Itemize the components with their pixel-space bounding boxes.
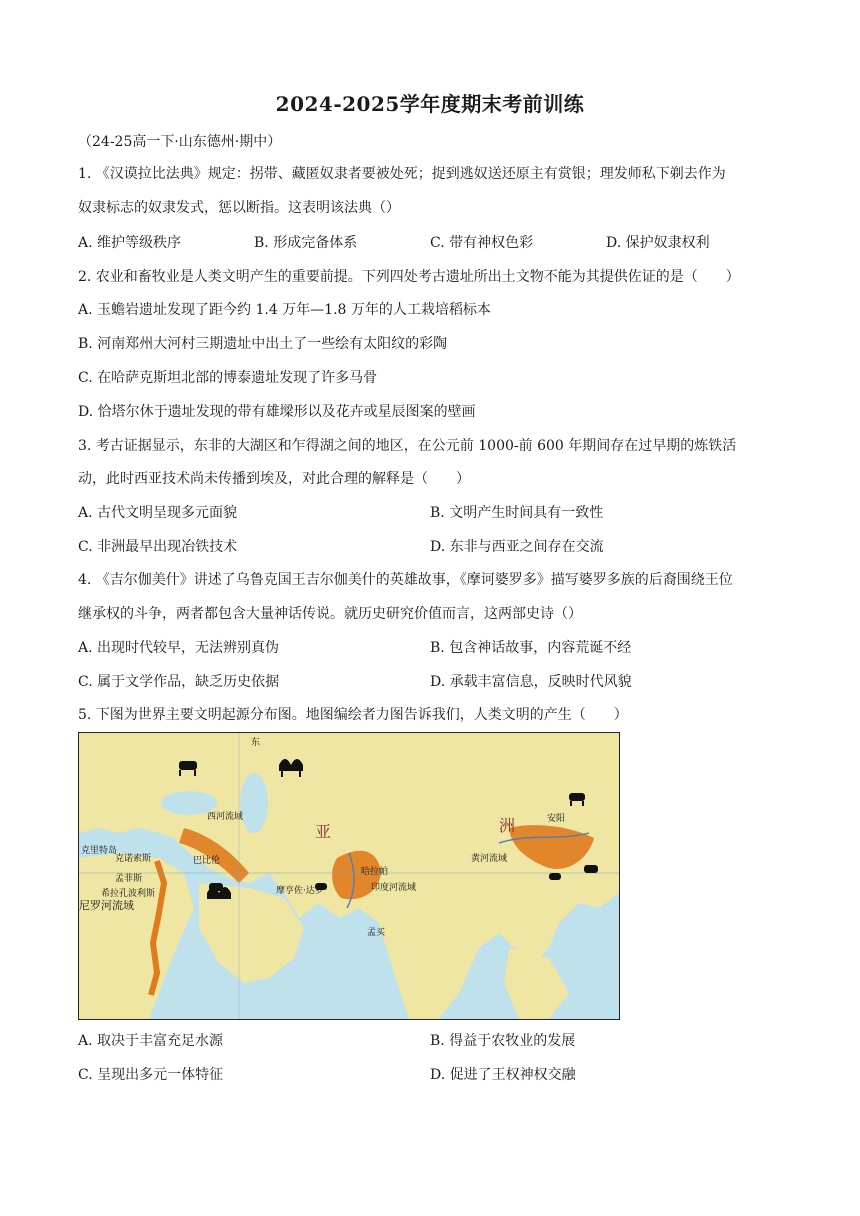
- q3-option-b[interactable]: B. 文明产生时间具有一致性: [430, 505, 604, 521]
- page-title: 2024-2025学年度期末考前训练: [275, 92, 585, 116]
- caspian-sea: [240, 773, 268, 833]
- map-label-huanghe: 黄河流域: [471, 854, 508, 864]
- map-label-memphis: 孟菲斯: [115, 874, 143, 884]
- q1-option-c[interactable]: C. 带有神权色彩: [430, 235, 534, 251]
- map-label-hierakonpolis: 希拉孔波利斯: [101, 889, 156, 899]
- map-label-ya: 亚: [315, 822, 332, 841]
- map-label-harappa: 哈拉帕: [361, 867, 389, 877]
- q4-option-b[interactable]: B. 包含神话故事，内容荒诞不经: [430, 640, 632, 656]
- map-label-crete: 克里特岛: [81, 846, 118, 856]
- q5-option-a[interactable]: A. 取决于丰富充足水源: [78, 1033, 224, 1049]
- q4-stem-line-2: 继承权的斗争，两者都包含大量神话传说。就历史研究价值而言，这两部史诗（）: [78, 606, 582, 622]
- q4-option-d[interactable]: D. 承载丰富信息，反映时代风貌: [430, 674, 632, 690]
- map-label-west-river: 西河流域: [207, 812, 244, 822]
- q1-option-a[interactable]: A. 维护等级秩序: [78, 235, 182, 251]
- q1-stem-line-2: 奴隶标志的奴隶发式，惩以断指。这表明该法典（）: [78, 200, 400, 216]
- q5-option-d[interactable]: D. 促进了王权神权交融: [430, 1067, 576, 1083]
- q2-option-c[interactable]: C. 在哈萨克斯坦北部的博泰遗址发现了许多马骨: [78, 370, 378, 386]
- q2-option-a[interactable]: A. 玉蟾岩遗址发现了距今约 1.4 万年—1.8 万年的人工栽培稻标本: [78, 302, 491, 318]
- map-label-babylon: 巴比伦: [193, 856, 221, 866]
- q2-option-b[interactable]: B. 河南郑州大河村三期遗址中出土了一些绘有太阳纹的彩陶: [78, 336, 448, 352]
- map-label-zhou: 洲: [499, 816, 516, 835]
- map-label-mohenjo: 摩亨佐·达罗: [276, 886, 324, 896]
- q4-stem-line-1: 4. 《吉尔伽美什》讲述了乌鲁克国王吉尔伽美什的英雄故事，《摩诃婆罗多》描写婆罗多族的后裔围绕王位: [78, 572, 733, 588]
- q4-option-c[interactable]: C. 属于文学作品，缺乏历史依据: [78, 674, 280, 690]
- q5-stem-line-1: 5. 下图为世界主要文明起源分布图。地图编绘者力图告诉我们，人类文明的产生（ ）: [78, 707, 628, 723]
- q2-option-d[interactable]: D. 恰塔尔休于遗址发现的带有雄墚形以及花卉或星辰图案的壁画: [78, 404, 476, 420]
- map-label-anyang: 安阳: [547, 814, 566, 824]
- map-label-nile: 尼罗河流域: [79, 899, 134, 912]
- q1-option-b[interactable]: B. 形成完备体系: [254, 235, 358, 251]
- q3-stem-line-1: 3. 考古证据显示，东非的大湖区和乍得湖之间的地区，在公元前 1000-前 600 年期间存在过早期的炼铁活: [78, 438, 737, 454]
- map-label-dong: 东: [251, 738, 261, 748]
- question-source: （24-25高一下·山东德州·期中）: [78, 134, 282, 150]
- map-label-mumbai: 孟买: [367, 928, 386, 938]
- map-label-indus: 印度河流域: [371, 883, 417, 893]
- q5-option-c[interactable]: C. 呈现出多元一体特征: [78, 1067, 224, 1083]
- map-label-knossos: 克诺索斯: [115, 854, 152, 864]
- q1-stem-line-1: 1. 《汉谟拉比法典》规定：拐带、藏匿奴隶者要被处死；捉到逃奴送还原主有赏银；理发师私下剃去作为: [78, 166, 726, 182]
- q5-option-b[interactable]: B. 得益于农牧业的发展: [430, 1033, 576, 1049]
- q4-option-a[interactable]: A. 出现时代较早，无法辨别真伪: [78, 640, 280, 656]
- civilization-origin-map: [78, 732, 620, 1020]
- q3-option-c[interactable]: C. 非洲最早出现冶铁技术: [78, 539, 238, 555]
- q3-stem-line-2: 动，此时西亚技术尚未传播到埃及，对此合理的解释是（ ）: [78, 471, 470, 487]
- q1-option-d[interactable]: D. 保护奴隶权利: [606, 235, 710, 251]
- q3-option-d[interactable]: D. 东非与西亚之间存在交流: [430, 539, 604, 555]
- q2-stem-line-1: 2. 农业和畜牧业是人类文明产生的重要前提。下列四处考古遗址所出土文物不能为其提供佐证的是（ ）: [78, 269, 740, 285]
- q3-option-a[interactable]: A. 古代文明呈现多元面貌: [78, 505, 238, 521]
